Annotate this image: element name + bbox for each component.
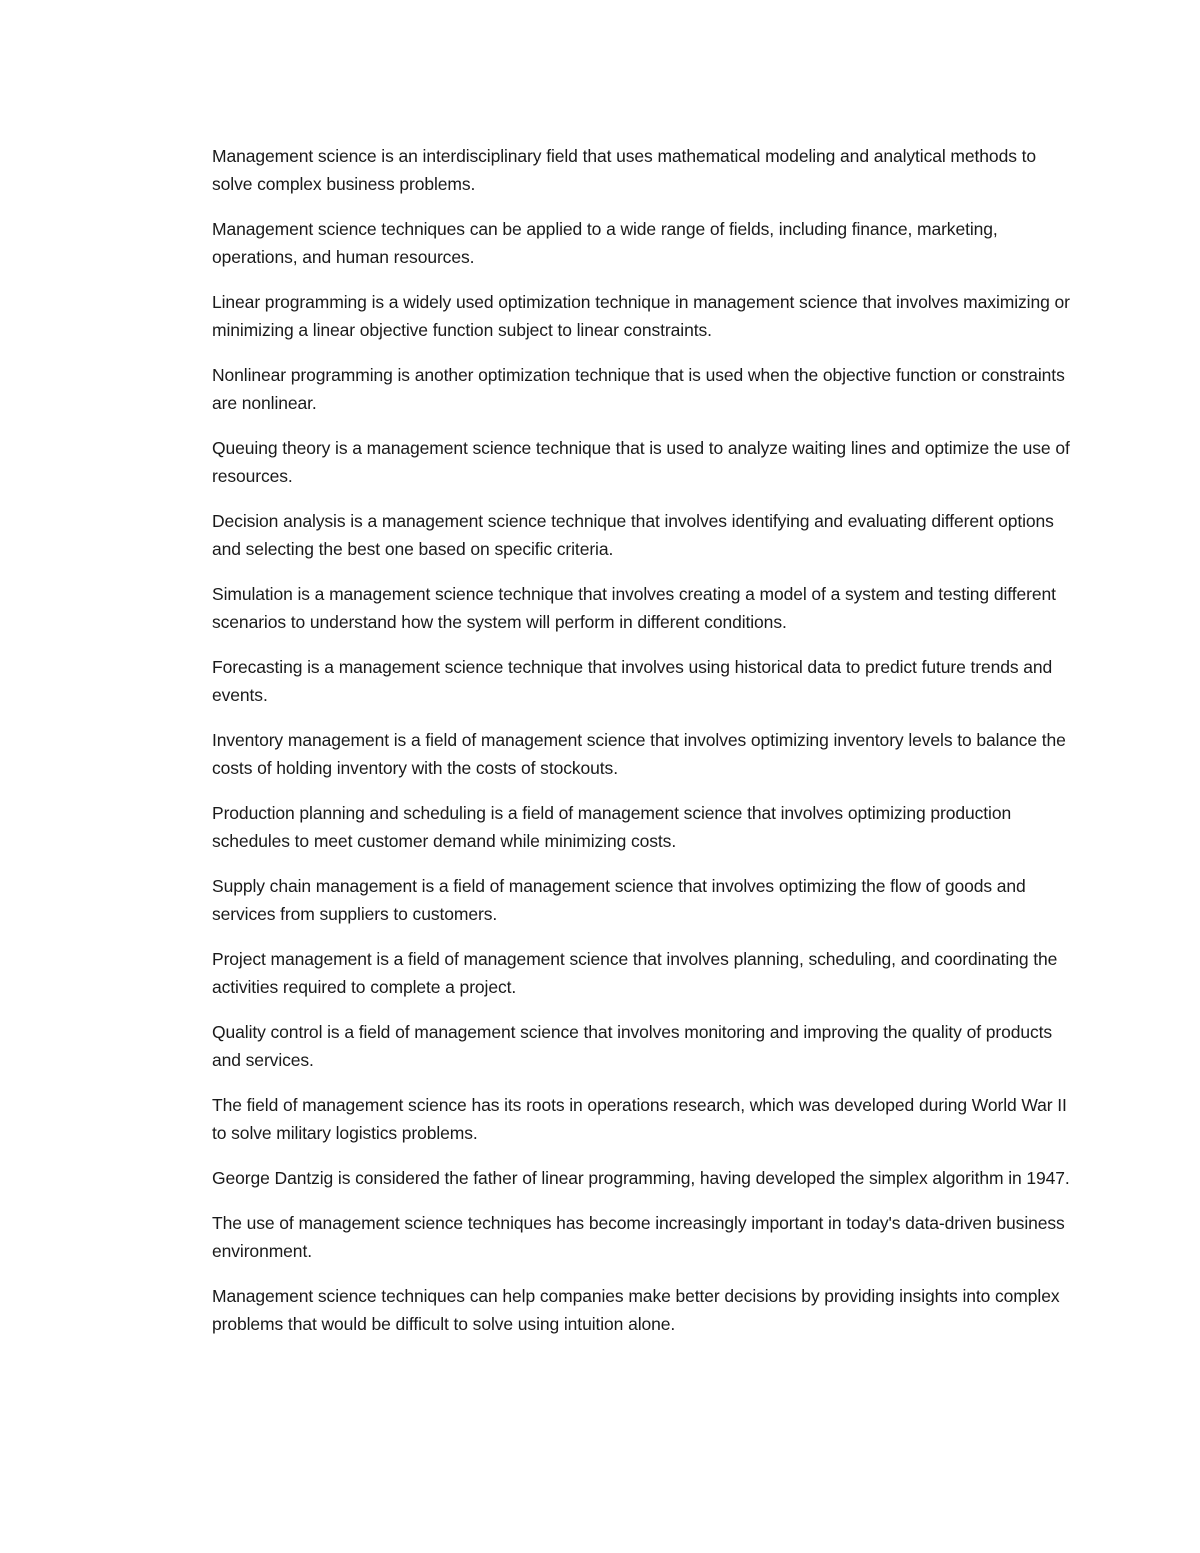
- paragraph: Production planning and scheduling is a field of management science that involves optimizing production schedules to meet customer demand while minimizing costs.: [212, 803, 1012, 851]
- document-body: [212, 142, 1072, 1355]
- paragraph: Management science techniques can be applied to a wide range of fields, including finance, marketing, operations, and human resources.: [212, 219, 998, 267]
- paragraph: Quality control is a field of management science that involves monitoring and improving the quality of products and services.: [212, 1022, 1053, 1070]
- paragraph: Project management is a field of management science that involves planning, scheduling, and coordinating the activities required to complete a project.: [212, 949, 1058, 997]
- paragraph: George Dantzig is considered the father of linear programming, having developed the simplex algorithm in 1947.: [212, 1168, 1070, 1188]
- paragraph: Simulation is a management science technique that involves creating a model of a system and testing different scenarios to understand how the system will perform in different conditions.: [212, 584, 1056, 632]
- paragraph: Queuing theory is a management science technique that is used to analyze waiting lines and optimize the use of resources.: [212, 438, 1070, 486]
- paragraph: Supply chain management is a field of management science that involves optimizing the flow of goods and services from suppliers to customers.: [212, 876, 1026, 924]
- paragraph: The use of management science techniques has become increasingly important in today's data-driven business environment.: [212, 1213, 1065, 1261]
- paragraph: Linear programming is a widely used optimization technique in management science that involves maximizing or minimizing a linear objective function subject to linear constraints.: [212, 292, 1070, 340]
- paragraph: Decision analysis is a management science technique that involves identifying and evaluating different options and selecting the best one based on specific criteria.: [212, 511, 1054, 559]
- paragraph: Forecasting is a management science technique that involves using historical data to predict future trends and events.: [212, 657, 1053, 705]
- paragraph: Inventory management is a field of management science that involves optimizing inventory levels to balance the costs of holding inventory with the costs of stockouts.: [212, 730, 1066, 778]
- paragraph: Management science is an interdisciplinary field that uses mathematical modeling and analytical methods to solve complex business problems.: [212, 146, 1037, 194]
- paragraph: Nonlinear programming is another optimization technique that is used when the objective function or constraints are nonlinear.: [212, 365, 1065, 413]
- paragraph: The field of management science has its roots in operations research, which was developed during World War II to solve military logistics problems.: [212, 1095, 1067, 1143]
- paragraph: Management science techniques can help companies make better decisions by providing insights into complex problems that would be difficult to solve using intuition alone.: [212, 1286, 1060, 1334]
